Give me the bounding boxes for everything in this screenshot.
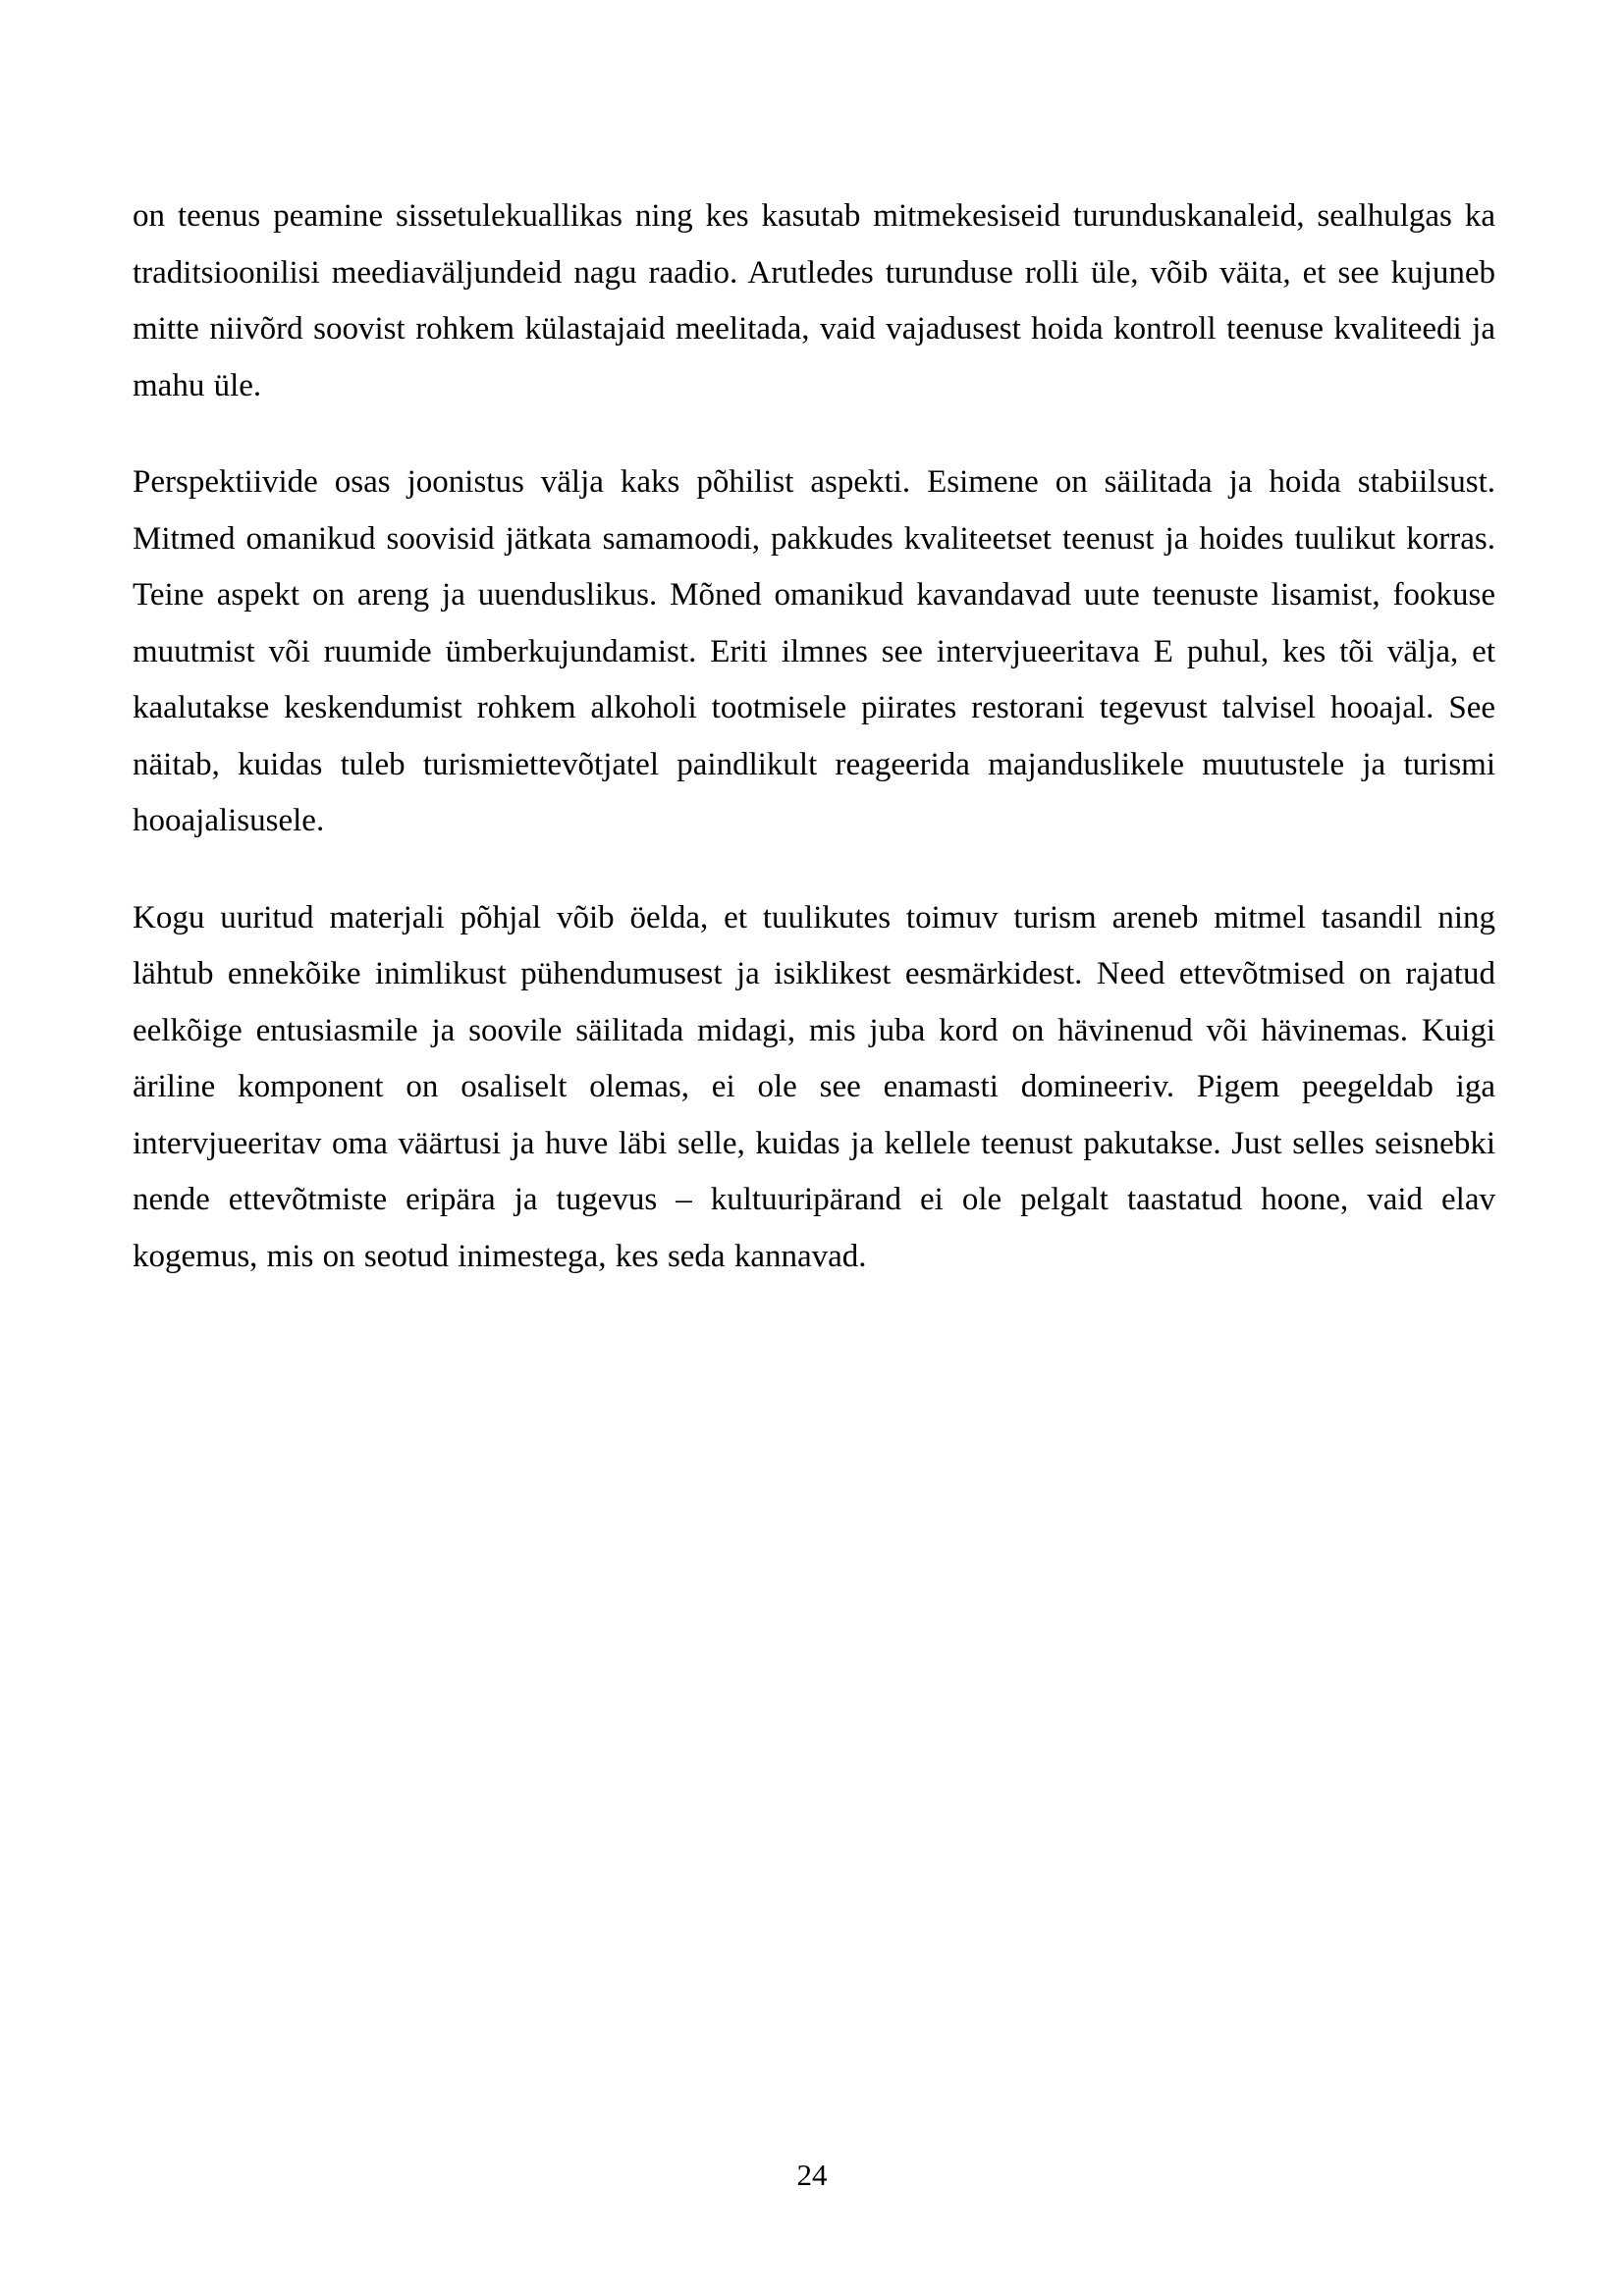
paragraph-3: Kogu uuritud materjali põhjal võib öelda, et tuulikutes toimuv turism areneb mitmel tasandil ning lähtub ennekõike inimlikust pühendumusest ja isiklikest eesmärkidest. Need ettevõtmised on rajatud eelkõige entusiasmile ja soovile säilitada midagi, mis juba kord on hävinenud või hävinemas. Kuigi äriline komponent on osaliselt olemas, ei ole see enamasti domineeriv. Pigem peegeldab iga intervjueeritav oma väärtusi ja huve läbi selle, kuidas ja kellele teenust pakutakse. Just selles seisnebki nende ettevõtmiste eripära ja tugevus – kultuuripärand ei ole pelgalt taastatud hoone, vaid elav kogemus, mis on seotud inimestega, kes seda kannavad. <box>133 899 1495 1274</box>
page-body-text <box>133 188 1495 1325</box>
paragraph-1: on teenus peamine sissetulekuallikas ning kes kasutab mitmekesiseid turunduskanaleid, sealhulgas ka traditsioonilisi meediaväljundeid nagu raadio. Arutledes turunduse rolli üle, võib väita, et see kujuneb mitte niivõrd soovist rohkem külastajaid meelitada, vaid vajadusest hoida kontroll teenuse kvaliteedi ja mahu üle. <box>133 198 1495 403</box>
paragraph-2: Perspektiivide osas joonistus välja kaks põhilist aspekti. Esimene on säilitada ja hoida stabiilsust. Mitmed omanikud soovisid jätkata samamoodi, pakkudes kvaliteetset teenust ja hoides tuulikut korras. Teine aspekt on areng ja uuenduslikus. Mõned omanikud kavandavad uute teenuste lisamist, fookuse muutmist või ruumide ümberkujundamist. Eriti ilmnes see intervjueeritava E puhul, kes tõi välja, et kaalutakse keskendumist rohkem alkoholi tootmisele piirates restorani tegevust talvisel hooajal. See näitab, kuidas tuleb turismiettevõtjatel paindlikult reageerida majanduslikele muutustele ja turismi hooajalisusele. <box>133 464 1495 838</box>
page-number: 24 <box>796 2158 828 2192</box>
